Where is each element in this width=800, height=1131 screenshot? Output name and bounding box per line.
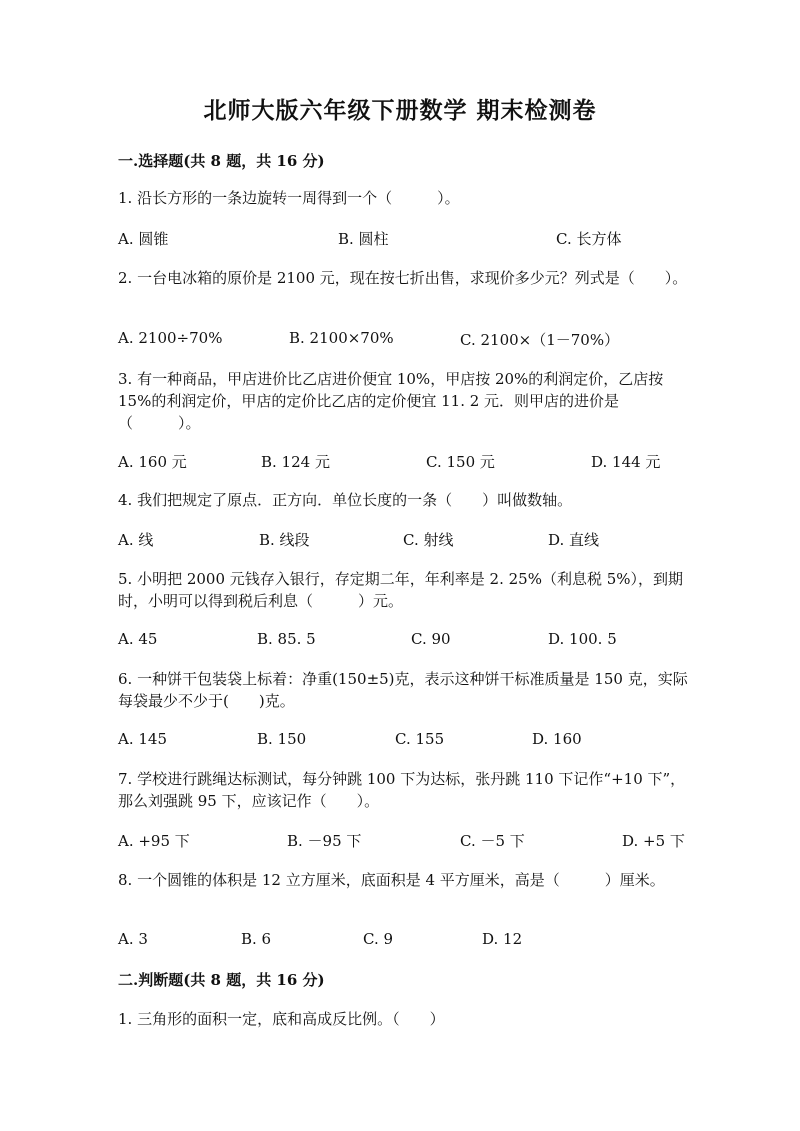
question-4: 4. 我们把规定了原点．正方向．单位长度的一条（ ）叫做数轴。	[118, 491, 573, 509]
page-title: 北师大版六年级下册数学 期末检测卷	[203, 97, 597, 124]
q1-option-c: C. 长方体	[556, 230, 622, 248]
question-7: 7. 学校进行跳绳达标测试，每分钟跳 100 下为达标，张丹跳 110 下记作“+10 下”，那么刘强跳 95 下，应该记作（ ）。	[118, 770, 686, 810]
q8-option-c: C. 9	[363, 930, 394, 948]
q7-option-a: A. +95 下	[118, 832, 190, 850]
q6-option-d: D. 160	[532, 730, 582, 748]
q2-option-b: B. 2100×70%	[289, 329, 394, 347]
q7-option-c: C. －5 下	[460, 832, 525, 850]
question-2: 2. 一台电冰箱的原价是 2100 元，现在按七折出售，求现价多少元？列式是（ ）。	[118, 269, 688, 287]
question-1: 1. 沿长方形的一条边旋转一周得到一个（ ）。	[118, 189, 460, 207]
q5-option-c: C. 90	[411, 630, 451, 648]
question-8: 8. 一个圆锥的体积是 12 立方厘米，底面积是 4 平方厘米，高是（ ）厘米。	[118, 871, 665, 889]
q8-option-b: B. 6	[241, 930, 272, 948]
question-3: 3. 有一种商品，甲店进价比乙店进价便宜 10%，甲店按 20%的利润定价，乙店按 15%的利润定价，甲店的定价比乙店的定价便宜 11. 2 元．则甲店的进价是（ ）。	[118, 370, 664, 432]
q4-option-c: C. 射线	[403, 531, 454, 549]
question-6: 6. 一种饼干包装袋上标着：净重(150±5)克，表示这种饼干标准质量是 150 克，实际每袋最少不少于( )克。	[118, 670, 688, 710]
q3-option-a: A. 160 元	[118, 453, 187, 471]
question-5: 5. 小明把 2000 元钱存入银行，存定期二年，年利率是 2. 25%（利息税 5%），到期时，小明可以得到税后利息（ ）元。	[118, 570, 684, 610]
q1-option-a: A. 圆锥	[118, 230, 169, 248]
q1-option-b: B. 圆柱	[338, 230, 389, 248]
q3-option-c: C. 150 元	[426, 453, 495, 471]
q2-option-a: A. 2100÷70%	[118, 329, 223, 347]
q6-option-c: C. 155	[395, 730, 445, 748]
q7-option-d: D. +5 下	[622, 832, 685, 850]
q5-option-a: A. 45	[118, 630, 158, 648]
q5-option-d: D. 100. 5	[548, 630, 617, 648]
judgement-question-1: 1. 三角形的面积一定，底和高成反比例。（ ）	[118, 1010, 445, 1028]
q6-option-b: B. 150	[257, 730, 307, 748]
q4-option-d: D. 直线	[548, 531, 600, 549]
q8-option-a: A. 3	[118, 930, 148, 948]
q4-option-b: B. 线段	[259, 531, 310, 549]
q2-option-c: C. 2100×（1－70%）	[460, 331, 620, 349]
q6-option-a: A. 145	[118, 730, 167, 748]
q7-option-b: B. －95 下	[287, 832, 362, 850]
q3-option-d: D. 144 元	[591, 453, 661, 471]
section-heading-judgement: 二.判断题(共 8 题，共 16 分)	[118, 971, 325, 989]
q4-option-a: A. 线	[118, 531, 154, 549]
q5-option-b: B. 85. 5	[257, 630, 316, 648]
q8-option-d: D. 12	[482, 930, 523, 948]
q3-option-b: B. 124 元	[261, 453, 330, 471]
section-heading-choice: 一.选择题(共 8 题，共 16 分)	[118, 152, 325, 170]
